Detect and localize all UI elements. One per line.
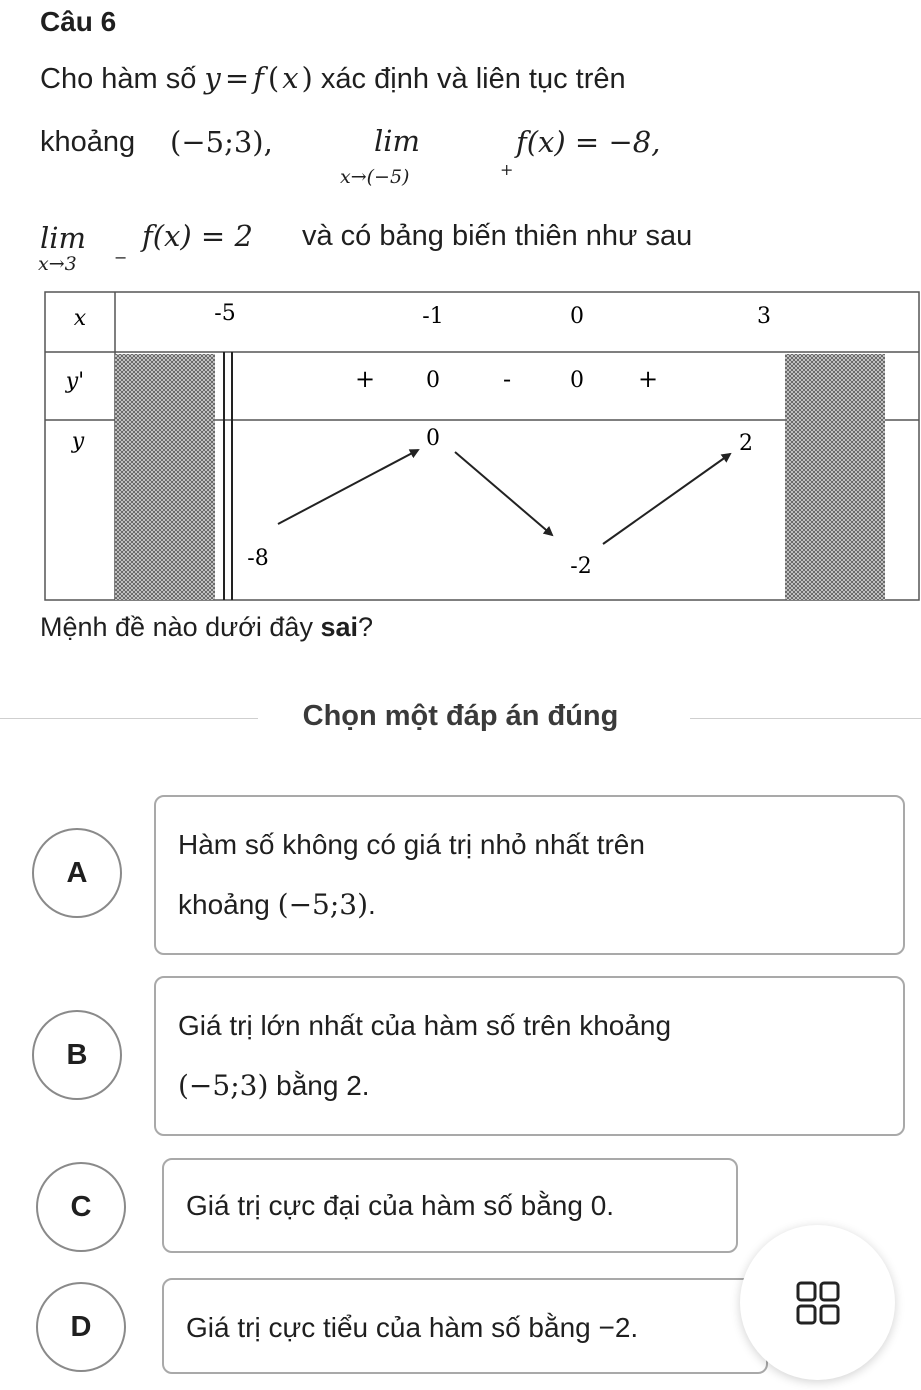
row-label-x: x	[73, 306, 87, 331]
math-expr: f(x) = 2	[142, 219, 253, 253]
option-letter: A	[66, 856, 88, 889]
question-number: Câu 6	[40, 6, 117, 37]
math-y: y	[204, 61, 221, 95]
y-value: 0	[426, 426, 440, 451]
y-value: 2	[739, 431, 753, 456]
math-interval: (−5;3)	[178, 1069, 269, 1102]
choose-answer-title: Chọn một đáp án đúng	[302, 700, 619, 732]
hatched-region-right	[785, 354, 885, 600]
option-b-text-line2	[178, 1068, 370, 1104]
option-letter: B	[66, 1038, 88, 1071]
option-d-radio[interactable]	[36, 1282, 126, 1372]
math-eq: =	[224, 61, 250, 95]
option-letter: C	[70, 1190, 92, 1223]
prompt-text: Mệnh đề nào dưới đây	[40, 612, 321, 642]
math-f: f	[253, 61, 264, 95]
question-line-1	[40, 61, 626, 95]
math-x: x	[282, 61, 299, 95]
row-label-yprime: y'	[65, 369, 85, 394]
math-paren: )	[301, 61, 313, 95]
decrease-arrow	[455, 452, 552, 535]
x-value: 0	[570, 304, 584, 329]
option-c-button[interactable]	[162, 1158, 738, 1253]
yprime-sign: +	[354, 365, 376, 393]
lim-subscript: x→(−5)	[340, 166, 410, 188]
math-interval: (−5;3),	[170, 125, 273, 159]
lim-label: lim	[374, 124, 421, 158]
lim-superscript: −	[114, 248, 128, 267]
prompt-emphasis: sai	[320, 612, 359, 642]
option-a-text-line1: Hàm số không có giá trị nhỏ nhất trên	[178, 829, 645, 860]
option-a-button[interactable]	[154, 795, 905, 955]
math-expr: f(x) = −8,	[516, 125, 661, 159]
x-value: -5	[214, 301, 236, 326]
stem-text: xác định và liên tục trên	[312, 63, 626, 95]
math-paren: (	[267, 61, 280, 95]
question-grid-button[interactable]	[740, 1225, 895, 1380]
yprime-sign: 0	[570, 368, 584, 393]
yprime-sign: +	[637, 365, 659, 393]
yprime-sign: -	[502, 365, 512, 393]
option-d-text: Giá trị cực tiểu của hàm số bằng −2.	[186, 1312, 639, 1343]
yprime-sign: 0	[426, 368, 440, 393]
increase-arrow	[603, 454, 730, 544]
x-value: 3	[757, 304, 771, 329]
option-b-radio[interactable]	[32, 1010, 122, 1100]
variation-table	[0, 290, 921, 605]
option-text: .	[368, 889, 376, 920]
grid-icon	[793, 1278, 843, 1328]
y-value: -8	[247, 546, 269, 571]
option-b-button[interactable]	[154, 976, 905, 1136]
lim-subscript: x→3	[38, 253, 77, 275]
option-c-text: Giá trị cực đại của hàm số bằng 0.	[186, 1190, 615, 1221]
lim-superscript: +	[500, 160, 514, 179]
option-a-radio[interactable]	[32, 828, 122, 918]
row-label-y: y	[71, 429, 85, 454]
option-b-text-line1: Giá trị lớn nhất của hàm số trên khoảng	[178, 1010, 672, 1041]
question-prompt	[40, 612, 373, 643]
stem-text: và có bảng biến thiên như sau	[302, 220, 693, 252]
stem-text: khoảng	[40, 126, 136, 158]
x-value: -1	[422, 304, 444, 329]
hatched-region-left	[115, 354, 215, 600]
option-text: bằng 2.	[268, 1070, 370, 1101]
option-c-radio[interactable]	[36, 1162, 126, 1252]
prompt-end: ?	[358, 612, 374, 642]
option-d-button[interactable]	[162, 1278, 768, 1374]
option-text: khoảng	[178, 889, 278, 920]
lim-label: lim	[40, 221, 87, 255]
option-letter: D	[70, 1310, 92, 1343]
y-value: -2	[570, 554, 592, 579]
stem-text: Cho hàm số	[40, 63, 205, 95]
increase-arrow	[278, 450, 418, 524]
option-a-text-line2	[178, 887, 376, 923]
math-interval: (−5;3)	[277, 888, 369, 921]
